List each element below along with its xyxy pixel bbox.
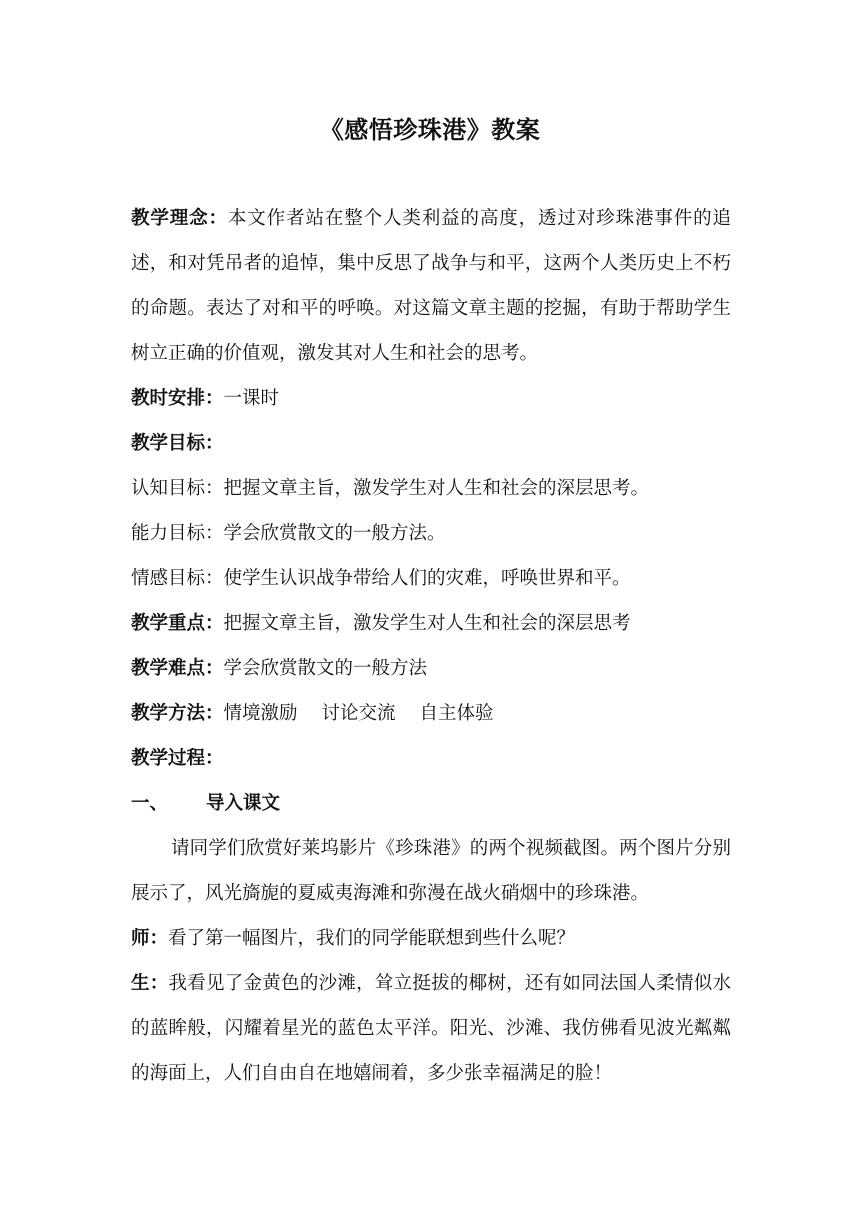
intro-paragraph: 请同学们欣赏好莱坞影片《珍珠港》的两个视频截图。两个图片分别展示了，风光旖旎的夏威夷海滩和弥漫在战火硝烟中的珍珠港。 (131, 838, 731, 904)
difficulty-label: 教学难点： (131, 658, 224, 679)
key-point-label: 教学重点： (131, 613, 224, 634)
teacher-label: 师： (131, 928, 169, 949)
emotional-objective: 情感目标：使学生认识战争带给人们的灾难，呼唤世界和平。 (131, 568, 631, 589)
methods-label: 教学方法： (131, 703, 224, 724)
cognitive-objective: 认知目标：把握文章主旨，激发学生对人生和社会的深层思考。 (131, 478, 650, 499)
teaching-concept-text: 本文作者站在整个人类利益的高度，透过对珍珠港事件的追述，和对凭吊者的追悼，集中反思了战争与和平，这两个人类历史上不朽的命题。表达了对和平的呼唤。对这篇文章主题的挖掘，有助于帮助学生树立正确的价值观，激发其对人生和社会的思考。 (131, 208, 731, 364)
method-item: 自主体验 (419, 703, 494, 724)
teacher-text: 看了第一幅图片，我们的同学能联想到些什么呢？ (168, 928, 576, 949)
teaching-concept-paragraph (131, 196, 731, 376)
schedule-text: 一课时 (223, 388, 280, 409)
student-text: 我看见了金黄色的沙滩，耸立挺拔的椰树，还有如同法国人柔情似水的蓝眸般，闪耀着星光的蓝色太平洋。阳光、沙滩、我仿佛看见波光粼粼的海面上，人们自由自在地嬉闹着，多少张幸福满足的脸！ (131, 973, 731, 1084)
teacher-line (131, 916, 731, 961)
section-heading (131, 781, 731, 826)
method-item: 情境激励 (223, 703, 298, 724)
student-label: 生： (131, 973, 169, 994)
student-paragraph (131, 961, 731, 1096)
section-title: 导入课文 (206, 793, 281, 814)
document-title: 《感悟珍珠港》教案 (319, 115, 541, 144)
process-heading: 教学过程： (131, 748, 224, 769)
difficulty-text: 学会欣赏散文的一般方法 (223, 658, 428, 679)
method-item: 讨论交流 (321, 703, 396, 724)
key-point-text: 把握文章主旨，激发学生对人生和社会的深层思考 (223, 613, 631, 634)
methods-line (131, 691, 731, 736)
schedule-line (131, 376, 731, 421)
document-body (131, 196, 731, 1096)
schedule-label: 教时安排： (131, 388, 224, 409)
objectives-heading: 教学目标： (131, 433, 224, 454)
section-number: 一、 (131, 793, 169, 814)
teaching-concept-label: 教学理念： (131, 208, 228, 229)
ability-objective: 能力目标：学会欣赏散文的一般方法。 (131, 523, 446, 544)
difficulty-line (131, 646, 731, 691)
key-point-line (131, 601, 731, 646)
